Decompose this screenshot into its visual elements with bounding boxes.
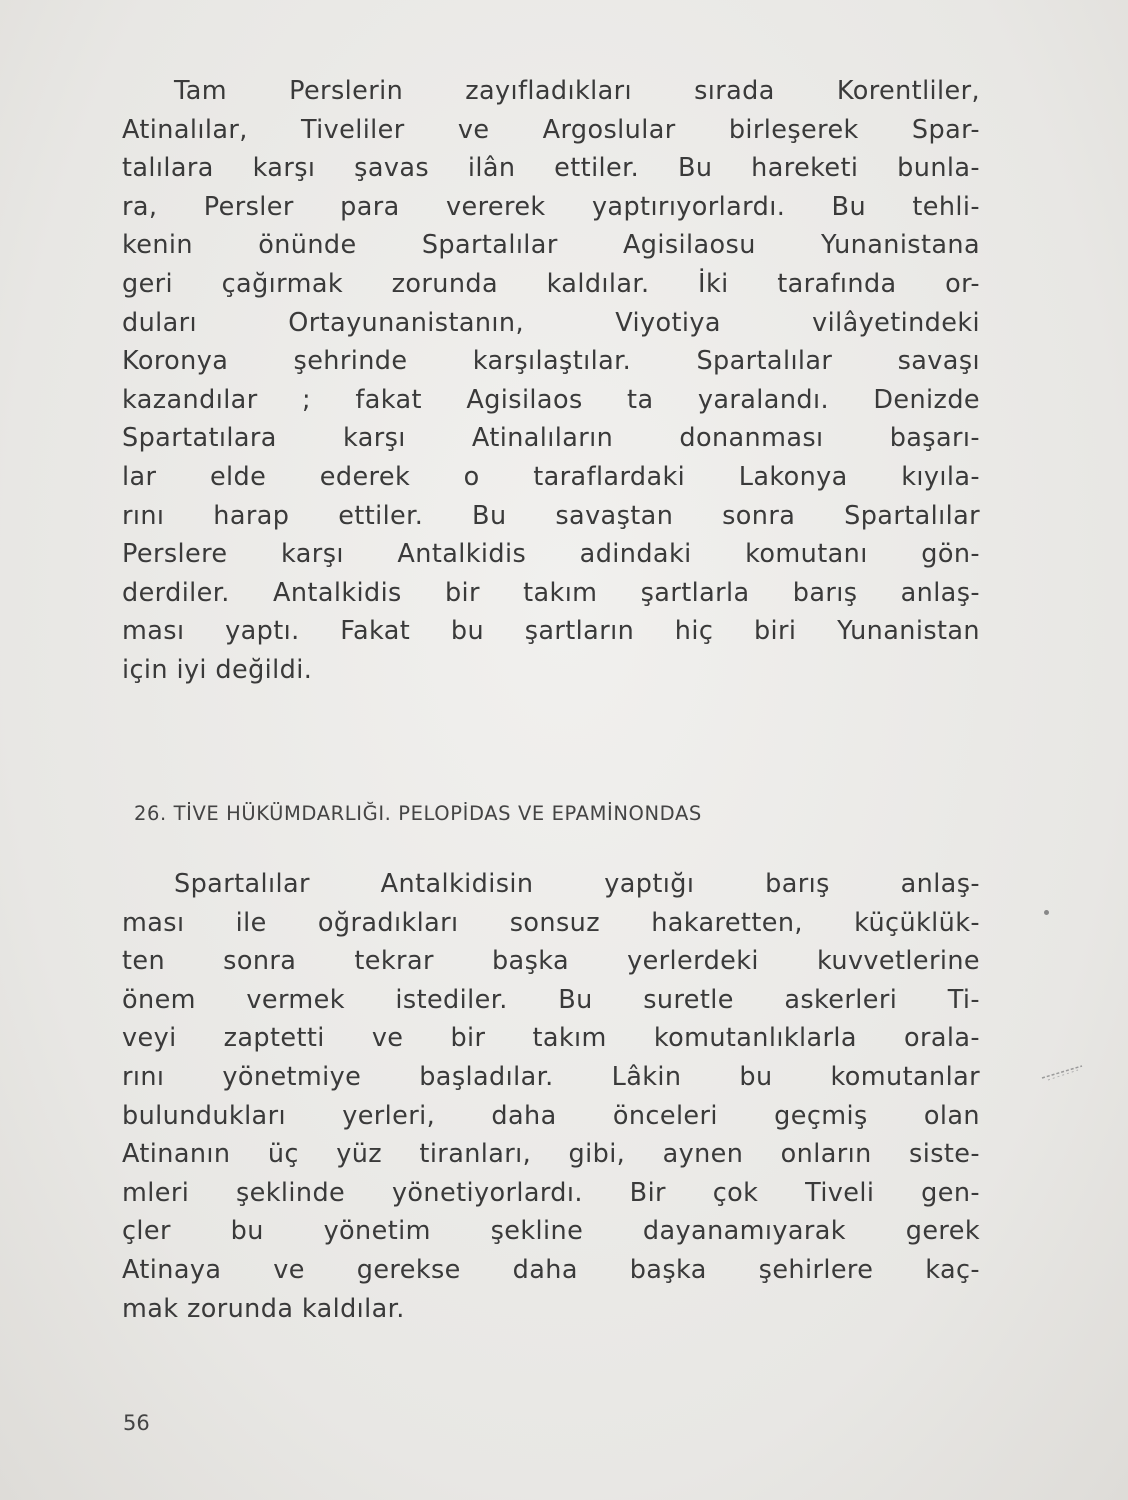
text-line: ması ile oğradıkları sonsuz hakaretten, küçüklük-: [122, 907, 980, 938]
text-line: Spartatılara karşı Atinalıların donanması başarı-: [122, 423, 980, 454]
text-line: geri çağırmak zorunda kaldılar. İki tarafında or-: [122, 268, 980, 299]
text-line: ra, Persler para vererek yaptırıyorlardı. Bu tehli-: [122, 191, 980, 222]
text-line: ten sonra tekrar başka yerlerdeki kuvvetlerine: [122, 946, 980, 977]
text-line: kazandılar ; fakat Agisilaos ta yaralandı. Denizde: [122, 384, 980, 415]
text-line: için iyi değildi.: [122, 654, 313, 685]
text-line: bulundukları yerleri, daha önceleri geçmiş olan: [122, 1100, 980, 1131]
text-line: Atinaya ve gerekse daha başka şehirlere kaç-: [122, 1254, 980, 1285]
text-line: kenin önünde Spartalılar Agisilaosu Yunanistana: [122, 230, 980, 261]
text-line: lar elde ederek o taraflardaki Lakonya kıyıla-: [122, 461, 980, 492]
paragraph-1: [122, 72, 980, 690]
page-number: 56: [123, 1411, 150, 1435]
text-line: çler bu yönetim şekline dayanamıyarak gerek: [122, 1216, 980, 1247]
text-line: duları Ortayunanistanın, Viyotiya vilâyetindeki: [122, 307, 980, 338]
text-line: Koronya şehrinde karşılaştılar. Spartalılar savaşı: [122, 346, 980, 377]
ink-smudge: [1038, 1060, 1088, 1084]
section-heading: 26. TİVE HÜKÜMDARLIĞI. PELOPİDAS VE EPAMİNONDAS: [134, 802, 702, 825]
paragraph-2: [122, 865, 980, 1328]
text-line: ması yaptı. Fakat bu şartların hiç biri Yunanistan: [122, 616, 980, 647]
text-line: rını yönetmiye başladılar. Lâkin bu komutanlar: [122, 1061, 980, 1092]
text-line: Atinanın üç yüz tiranları, gibi, aynen onların siste-: [122, 1139, 980, 1170]
text-line: Perslere karşı Antalkidis adindaki komutanı gön-: [122, 539, 980, 570]
text-line: veyi zaptetti ve bir takım komutanlıklarla orala-: [122, 1023, 980, 1054]
text-line: Spartalılar Antalkidisin yaptığı barış anlaş-: [174, 869, 980, 899]
ink-speck: [1044, 910, 1049, 915]
text-line: mleri şeklinde yönetiyorlardı. Bir çok Tiveli gen-: [122, 1177, 980, 1208]
text-line: Tam Perslerin zayıfladıkları sırada Korentliler,: [174, 76, 980, 106]
text-line: derdiler. Antalkidis bir takım şartlarla barış anlaş-: [122, 577, 980, 608]
text-line: mak zorunda kaldılar.: [122, 1293, 405, 1324]
text-line: önem vermek istediler. Bu suretle askerleri Ti-: [122, 984, 980, 1015]
text-line: talılara karşı şavas ilân ettiler. Bu hareketi bunla-: [122, 153, 980, 184]
text-line: rını harap ettiler. Bu savaştan sonra Spartalılar: [122, 500, 980, 531]
text-line: Atinalılar, Tiveliler ve Argoslular birleşerek Spar-: [122, 114, 980, 145]
